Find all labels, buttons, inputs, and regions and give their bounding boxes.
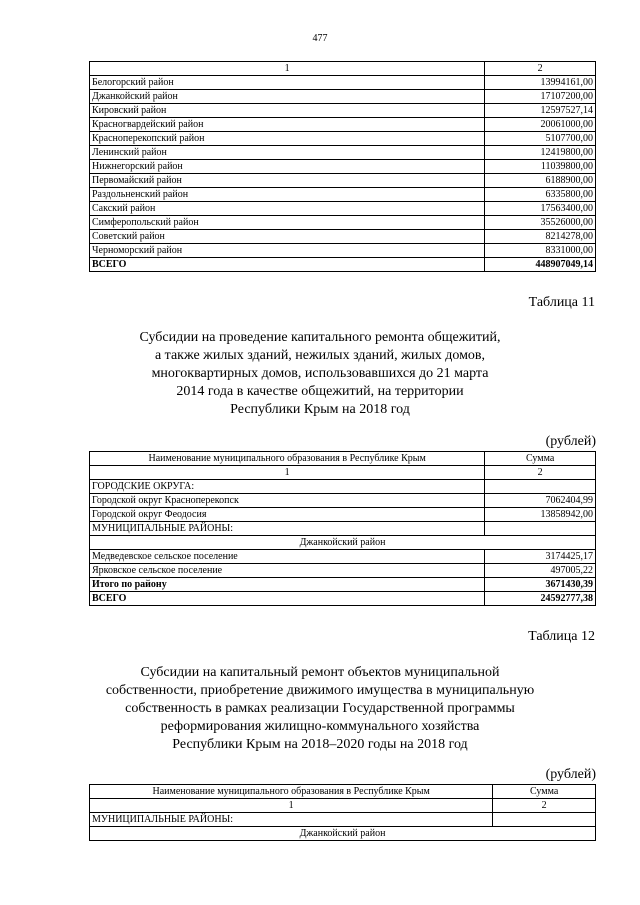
- subtotal-row: [90, 578, 596, 592]
- table-header-row: [90, 452, 596, 466]
- row-name: Раздольненский район: [90, 188, 485, 202]
- table-12: [89, 784, 596, 841]
- total-row: [90, 592, 596, 606]
- row-amount: 12597527,14: [485, 104, 596, 118]
- section-row: [90, 813, 596, 827]
- column-number-2: 2: [485, 466, 596, 480]
- title-line: Республики Крым на 2018 год: [230, 402, 410, 417]
- page-number: 477: [312, 33, 328, 44]
- total-label: ВСЕГО: [90, 592, 485, 606]
- column-header-name: Наименование муниципального образования в Республике Крым: [90, 785, 493, 799]
- section-label: МУНИЦИПАЛЬНЫЕ РАЙОНЫ:: [90, 522, 485, 536]
- row-name: Симферопольский район: [90, 216, 485, 230]
- table-row: [90, 494, 596, 508]
- row-amount: 13858942,00: [485, 508, 596, 522]
- district-row: [90, 536, 596, 550]
- row-name: Первомайский район: [90, 174, 485, 188]
- table-row: [90, 188, 596, 202]
- row-name: Красноперекопский район: [90, 132, 485, 146]
- table-row: [90, 76, 596, 90]
- row-amount: 3174425,17: [485, 550, 596, 564]
- table-row: [90, 146, 596, 160]
- row-name: Медведевское сельское поселение: [90, 550, 485, 564]
- column-header-sum: Сумма: [485, 452, 596, 466]
- table-header-row: [90, 62, 596, 76]
- subtotal-label: Итого по району: [90, 578, 485, 592]
- title-line: собственности, приобретение движимого имущества в муниципальную: [105, 683, 535, 698]
- column-number-2: 2: [485, 62, 596, 76]
- title-line: реформирования жилищно-коммунального хозяйства: [160, 719, 480, 734]
- table-row: [90, 160, 596, 174]
- row-amount: 6335800,00: [485, 188, 596, 202]
- table-row: [90, 174, 596, 188]
- title-line: Субсидии на капитальный ремонт объектов муниципальной: [140, 665, 500, 680]
- title-line: многоквартирных домов, использовавшихся до 21 марта: [151, 366, 489, 381]
- row-amount: 5107700,00: [485, 132, 596, 146]
- table-row: [90, 508, 596, 522]
- table-row: [90, 550, 596, 564]
- district-row: [90, 827, 596, 841]
- table-row: [90, 216, 596, 230]
- district-name: Джанкойский район: [90, 536, 596, 550]
- title-line: собственность в рамках реализации Государственной программы: [125, 701, 515, 716]
- table-row: [90, 202, 596, 216]
- row-amount: 497005,22: [485, 564, 596, 578]
- table-row: [90, 132, 596, 146]
- column-number-row: [90, 466, 596, 480]
- table-row: [90, 90, 596, 104]
- table-12-units: (рублей): [545, 767, 596, 782]
- total-value: 448907049,14: [485, 258, 596, 272]
- row-name: Советский район: [90, 230, 485, 244]
- column-number-1: 1: [90, 799, 493, 813]
- title-line: 2014 года в качестве общежитий, на территории: [176, 384, 464, 399]
- row-name: Городской округ Красноперекопск: [90, 494, 485, 508]
- total-label: ВСЕГО: [90, 258, 485, 272]
- row-amount: 8214278,00: [485, 230, 596, 244]
- column-number-1: 1: [90, 62, 485, 76]
- table-row: [90, 118, 596, 132]
- total-value: 24592777,38: [485, 592, 596, 606]
- column-number-2: 2: [493, 799, 596, 813]
- table-row: [90, 104, 596, 118]
- title-line: Республики Крым на 2018–2020 годы на 2018 год: [172, 737, 468, 752]
- row-name: Сакский район: [90, 202, 485, 216]
- table-11-title: [60, 329, 580, 419]
- row-name: Красногвардейский район: [90, 118, 485, 132]
- section-row: [90, 480, 596, 494]
- title-line: а также жилых зданий, нежилых зданий, жилых домов,: [154, 348, 486, 363]
- column-header-name: Наименование муниципального образования в Республике Крым: [90, 452, 485, 466]
- table-row: [90, 564, 596, 578]
- row-name: Джанкойский район: [90, 90, 485, 104]
- row-name: Черноморский район: [90, 244, 485, 258]
- table-12-title: [60, 664, 580, 754]
- row-name: Белогорский район: [90, 76, 485, 90]
- table-row: [90, 244, 596, 258]
- row-name: Нижнегорский район: [90, 160, 485, 174]
- table-11-label: Таблица 11: [528, 295, 595, 310]
- table-11: [89, 451, 596, 606]
- row-amount: 13994161,00: [485, 76, 596, 90]
- column-number-1: 1: [90, 466, 485, 480]
- subtotal-value: 3671430,39: [485, 578, 596, 592]
- row-name: Городской округ Феодосия: [90, 508, 485, 522]
- section-row: [90, 522, 596, 536]
- row-amount: 6188900,00: [485, 174, 596, 188]
- total-row: [90, 258, 596, 272]
- row-name: Ярковское сельское поселение: [90, 564, 485, 578]
- row-amount: 8331000,00: [485, 244, 596, 258]
- row-amount: 12419800,00: [485, 146, 596, 160]
- column-header-sum: Сумма: [493, 785, 596, 799]
- table-row: [90, 230, 596, 244]
- row-amount: 17563400,00: [485, 202, 596, 216]
- row-name: Ленинский район: [90, 146, 485, 160]
- row-name: Кировский район: [90, 104, 485, 118]
- district-name: Джанкойский район: [90, 827, 596, 841]
- row-amount: 17107200,00: [485, 90, 596, 104]
- row-amount: 11039800,00: [485, 160, 596, 174]
- table-11-units: (рублей): [545, 434, 596, 449]
- row-amount: 7062404,99: [485, 494, 596, 508]
- section-label: ГОРОДСКИЕ ОКРУГА:: [90, 480, 485, 494]
- column-number-row: [90, 799, 596, 813]
- section-label: МУНИЦИПАЛЬНЫЕ РАЙОНЫ:: [90, 813, 493, 827]
- row-amount: 20061000,00: [485, 118, 596, 132]
- districts-table: [89, 61, 596, 272]
- title-line: Субсидии на проведение капитального ремонта общежитий,: [139, 330, 501, 345]
- table-12-label: Таблица 12: [528, 629, 595, 644]
- row-amount: 35526000,00: [485, 216, 596, 230]
- table-header-row: [90, 785, 596, 799]
